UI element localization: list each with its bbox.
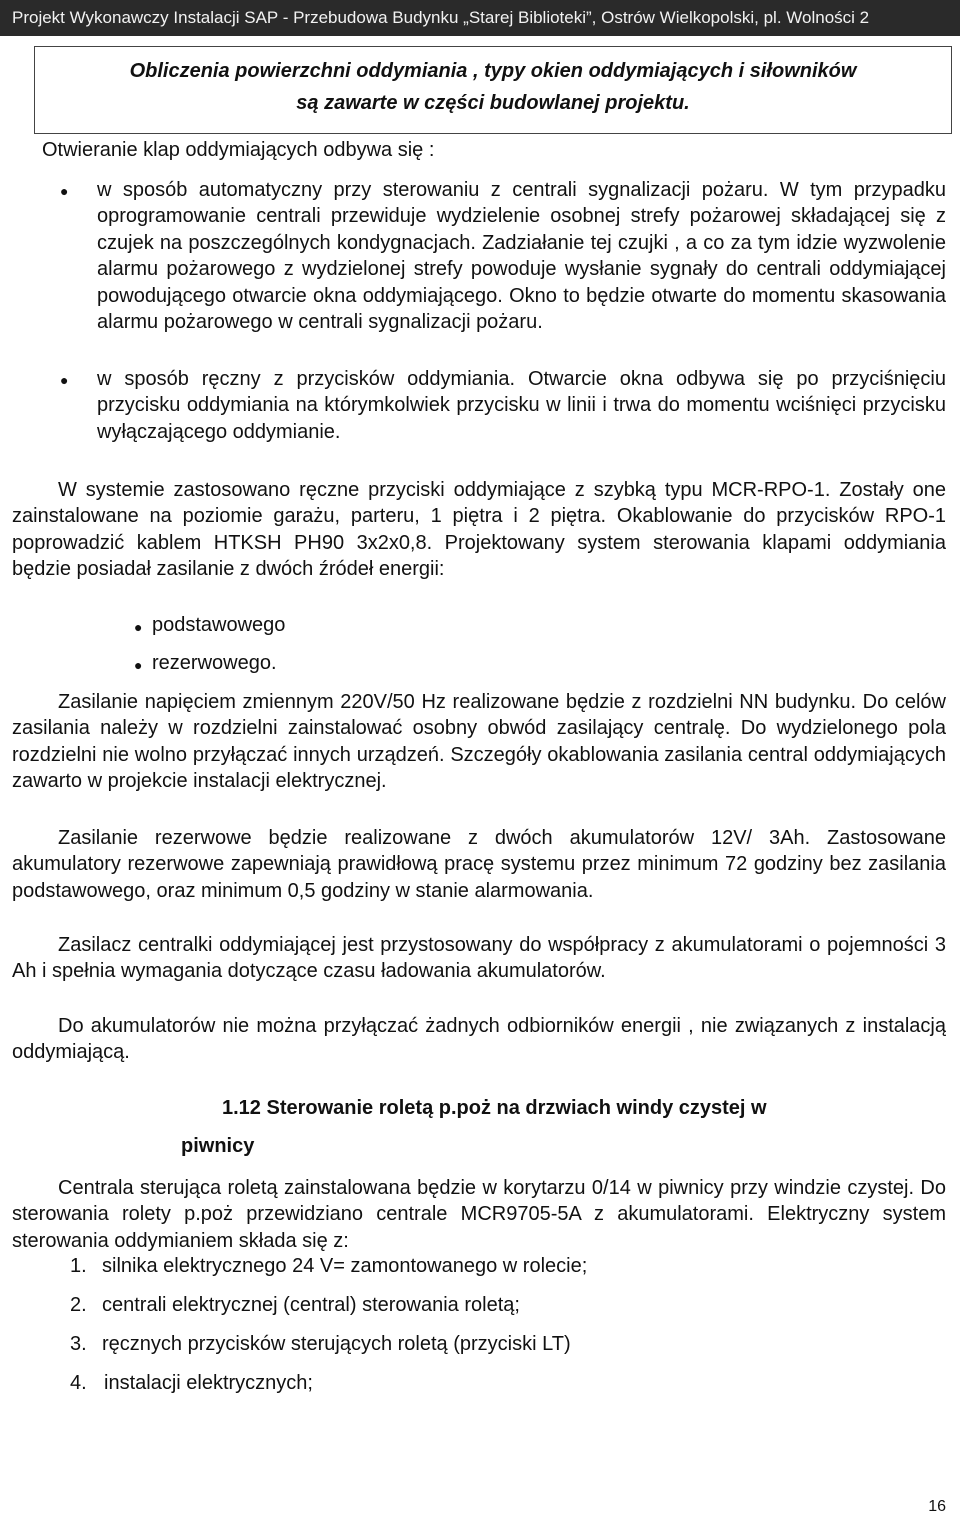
bullet-icon: ● — [60, 372, 69, 388]
numbered-item: ręcznych przycisków sterujących roletą (przyciski LT) — [102, 1333, 571, 1355]
bullet-item-automatic: w sposób automatyczny przy sterowaniu z centrali sygnalizacji pożaru. W tym przypadku oprogramowanie centrali przewiduje wydzielenie osobnej strefy pożarowej składającej się z czujek na poszczególnych kondygnacjach. Zadziałanie tej czujki , a co za tym idzie wyzwolenie alarmu pożarowego z wydzielonej strefy powoduje wysłanie sygnały do centrali oddymiającej powodującego otwarcie okna oddymiającego. Okno to będzie otwarte do momentu skasowania alarmu pożarowego w centrali sygnalizacji pożaru. — [97, 179, 946, 334]
paragraph-backup-power: Zasilanie rezerwowe będzie realizowane z dwóch akumulatorów 12V/ 3Ah. Zastosowane akumulatory rezerwowe zapewniają prawidłową pracę systemu przez minimum 72 godziny bez zasilania podstawowego, oraz minimum 0,5 godziny w stanie alarmowania. — [12, 827, 946, 902]
paragraph-charger: Zasilacz centralki oddymiającej jest przystosowany do współpracy z akumulatorami o pojemności 3 Ah i spełnia wymagania dotyczące czasu ładowania akumulatorów. — [12, 934, 946, 983]
section-heading-cont: piwnicy — [181, 1135, 255, 1157]
notice-box — [34, 46, 952, 134]
source-backup: rezerwowego. — [152, 652, 277, 674]
notice-line-2: są zawarte w części budowlanej projektu. — [296, 92, 690, 114]
paragraph-central: Centrala sterująca roletą zainstalowana będzie w korytarzu 0/14 w piwnicy przy windzie czystej. Do sterowania rolety p.poż przewidziano centrale MCR9705-5A z akumulatorami. Elektryczny system sterowania oddymianiem składa się z: — [12, 1177, 946, 1252]
numbered-marker: 3. — [70, 1333, 87, 1355]
numbered-item: instalacji elektrycznych; — [104, 1372, 313, 1394]
paragraph-main-power: Zasilanie napięciem zmiennym 220V/50 Hz realizowane będzie z rozdzielni NN budynku. Do celów zasilania należy w rozdzielni zainstalować osobny obwód zasilający centralę. Do wydzielonego pola rozdzielni nie wolno przyłączać innych urządzeń. Szczegóły okablowania zasilania central oddymiających zawarto w projekcie instalacji elektrycznej. — [12, 691, 946, 793]
running-header: Projekt Wykonawczy Instalacji SAP - Przebudowa Budynku „Starej Biblioteki”, Ostrów Wielkopolski, pl. Wolności 2 — [0, 0, 960, 36]
paragraph-system: W systemie zastosowano ręczne przyciski oddymiające z szybką typu MCR-RPO-1. Zostały one zainstalowane na poziomie garażu, parteru, 1 piętra i 2 piętra. Okablowanie do przycisków RPO-1 poprowadzić kablem HTKSH PH90 3x2x0,8. Projektowany system sterowania klapami oddymiania będzie posiadał zasilanie z dwóch źródeł energii: — [12, 479, 946, 581]
bullet-item-manual: w sposób ręczny z przycisków oddymiania. Otwarcie okna odbywa się po przyciśnięciu przycisku oddymiania na którymkolwiek przycisku w linii i trwa do momentu wciśnięci przycisku wyłączającego oddymianie. — [97, 368, 946, 443]
numbered-marker: 2. — [70, 1294, 87, 1316]
numbered-marker: 1. — [70, 1255, 87, 1277]
bullet-icon: ● — [60, 183, 69, 199]
numbered-item: silnika elektrycznego 24 V= zamontowanego w rolecie; — [102, 1255, 588, 1277]
paragraph-no-connect: Do akumulatorów nie można przyłączać żadnych odbiorników energii , nie związanych z instalacją oddymiającą. — [12, 1015, 946, 1064]
source-primary: podstawowego — [152, 614, 286, 636]
section-heading: 1.12 Sterowanie roletą p.poż na drzwiach windy czystej w — [222, 1097, 767, 1119]
numbered-marker: 4. — [70, 1372, 87, 1394]
intro-text: Otwieranie klap oddymiających odbywa się : — [42, 139, 435, 161]
notice-line-1: Obliczenia powierzchni oddymiania , typy okien oddymiających i siłowników — [129, 60, 857, 82]
page-number: 16 — [928, 1498, 946, 1515]
numbered-item: centrali elektrycznej (central) sterowania roletą; — [102, 1294, 520, 1316]
bullet-icon: ● — [134, 657, 143, 673]
bullet-icon: ● — [134, 619, 143, 635]
